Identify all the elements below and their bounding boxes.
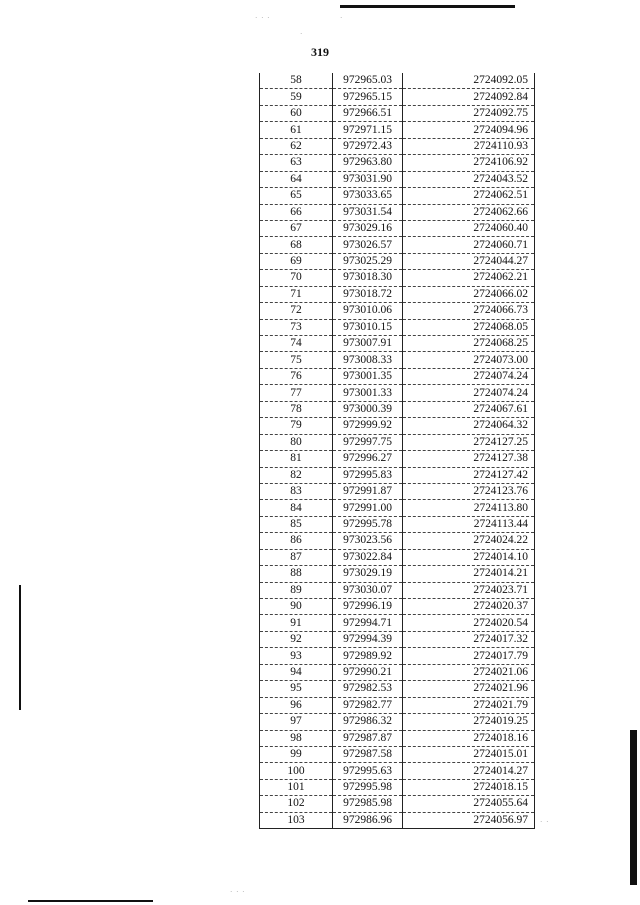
point-number-cell: 58 (260, 73, 333, 89)
table-row (260, 270, 535, 286)
y-coordinate-cell: 2724066.02 (403, 286, 535, 302)
y-coordinate-cell: 2724014.21 (403, 566, 535, 582)
point-number-cell: 83 (260, 483, 333, 499)
table-row (260, 73, 535, 89)
point-number-cell: 69 (260, 253, 333, 269)
table-row (260, 779, 535, 795)
table-row (260, 303, 535, 319)
y-coordinate-cell: 2724073.00 (403, 352, 535, 368)
y-coordinate-cell: 2724127.25 (403, 434, 535, 450)
table-row (260, 385, 535, 401)
y-coordinate-cell: 2724020.37 (403, 599, 535, 615)
point-number-cell: 71 (260, 286, 333, 302)
point-number-cell: 92 (260, 631, 333, 647)
x-coordinate-cell: 972965.03 (333, 73, 403, 89)
table-row (260, 434, 535, 450)
y-coordinate-cell: 2724113.44 (403, 516, 535, 532)
point-number-cell: 93 (260, 648, 333, 664)
scan-speck: · (340, 14, 344, 22)
x-coordinate-cell: 972990.21 (333, 664, 403, 680)
y-coordinate-cell: 2724062.21 (403, 270, 535, 286)
table-row (260, 664, 535, 680)
table-row (260, 516, 535, 532)
coordinate-table-body (260, 73, 535, 829)
point-number-cell: 96 (260, 697, 333, 713)
table-row (260, 631, 535, 647)
x-coordinate-cell: 973008.33 (333, 352, 403, 368)
y-coordinate-cell: 2724106.92 (403, 155, 535, 171)
x-coordinate-cell: 973029.19 (333, 566, 403, 582)
table-row (260, 681, 535, 697)
table-row (260, 599, 535, 615)
y-coordinate-cell: 2724021.79 (403, 697, 535, 713)
x-coordinate-cell: 972991.87 (333, 483, 403, 499)
x-coordinate-cell: 972971.15 (333, 122, 403, 138)
point-number-cell: 95 (260, 681, 333, 697)
point-number-cell: 61 (260, 122, 333, 138)
table-row (260, 582, 535, 598)
table-row (260, 401, 535, 417)
footer-rule (28, 900, 153, 902)
y-coordinate-cell: 2724062.51 (403, 188, 535, 204)
x-coordinate-cell: 972999.92 (333, 418, 403, 434)
y-coordinate-cell: 2724024.22 (403, 533, 535, 549)
y-coordinate-cell: 2724021.96 (403, 681, 535, 697)
point-number-cell: 62 (260, 138, 333, 154)
table-row (260, 467, 535, 483)
x-coordinate-cell: 972965.15 (333, 89, 403, 105)
point-number-cell: 81 (260, 451, 333, 467)
scan-edge-mark-right (630, 730, 637, 885)
table-row (260, 253, 535, 269)
point-number-cell: 98 (260, 730, 333, 746)
point-number-cell: 94 (260, 664, 333, 680)
y-coordinate-cell: 2724068.05 (403, 319, 535, 335)
table-row (260, 500, 535, 516)
y-coordinate-cell: 2724064.32 (403, 418, 535, 434)
table-row (260, 746, 535, 762)
point-number-cell: 99 (260, 746, 333, 762)
table-row (260, 812, 535, 828)
table-row (260, 204, 535, 220)
x-coordinate-cell: 972963.80 (333, 155, 403, 171)
point-number-cell: 102 (260, 796, 333, 812)
y-coordinate-cell: 2724068.25 (403, 336, 535, 352)
x-coordinate-cell: 972986.96 (333, 812, 403, 828)
x-coordinate-cell: 973000.39 (333, 401, 403, 417)
x-coordinate-cell: 973007.91 (333, 336, 403, 352)
x-coordinate-cell: 972972.43 (333, 138, 403, 154)
x-coordinate-cell: 973001.33 (333, 385, 403, 401)
y-coordinate-cell: 2724074.24 (403, 385, 535, 401)
table-row (260, 89, 535, 105)
x-coordinate-cell: 973010.15 (333, 319, 403, 335)
y-coordinate-cell: 2724023.71 (403, 582, 535, 598)
point-number-cell: 72 (260, 303, 333, 319)
y-coordinate-cell: 2724014.10 (403, 549, 535, 565)
y-coordinate-cell: 2724020.54 (403, 615, 535, 631)
y-coordinate-cell: 2724066.73 (403, 303, 535, 319)
y-coordinate-cell: 2724127.38 (403, 451, 535, 467)
point-number-cell: 75 (260, 352, 333, 368)
y-coordinate-cell: 2724060.71 (403, 237, 535, 253)
table-row (260, 368, 535, 384)
y-coordinate-cell: 2724113.80 (403, 500, 535, 516)
x-coordinate-cell: 973029.16 (333, 220, 403, 236)
point-number-cell: 70 (260, 270, 333, 286)
point-number-cell: 77 (260, 385, 333, 401)
x-coordinate-cell: 973030.07 (333, 582, 403, 598)
table-row (260, 763, 535, 779)
y-coordinate-cell: 2724043.52 (403, 171, 535, 187)
coordinate-table (259, 73, 535, 829)
table-row (260, 451, 535, 467)
x-coordinate-cell: 972995.98 (333, 779, 403, 795)
x-coordinate-cell: 972994.71 (333, 615, 403, 631)
x-coordinate-cell: 972996.19 (333, 599, 403, 615)
point-number-cell: 73 (260, 319, 333, 335)
x-coordinate-cell: 973031.90 (333, 171, 403, 187)
point-number-cell: 103 (260, 812, 333, 828)
table-row (260, 697, 535, 713)
table-row (260, 138, 535, 154)
scan-speck: · · · (230, 888, 246, 896)
point-number-cell: 67 (260, 220, 333, 236)
point-number-cell: 84 (260, 500, 333, 516)
point-number-cell: 87 (260, 549, 333, 565)
table-row (260, 188, 535, 204)
x-coordinate-cell: 973022.84 (333, 549, 403, 565)
point-number-cell: 88 (260, 566, 333, 582)
table-row (260, 796, 535, 812)
table-row (260, 566, 535, 582)
y-coordinate-cell: 2724044.27 (403, 253, 535, 269)
x-coordinate-cell: 973001.35 (333, 368, 403, 384)
point-number-cell: 78 (260, 401, 333, 417)
x-coordinate-cell: 972982.53 (333, 681, 403, 697)
x-coordinate-cell: 973025.29 (333, 253, 403, 269)
point-number-cell: 59 (260, 89, 333, 105)
x-coordinate-cell: 972996.27 (333, 451, 403, 467)
y-coordinate-cell: 2724055.64 (403, 796, 535, 812)
y-coordinate-cell: 2724127.42 (403, 467, 535, 483)
table-row (260, 286, 535, 302)
x-coordinate-cell: 972986.32 (333, 714, 403, 730)
point-number-cell: 85 (260, 516, 333, 532)
table-row (260, 730, 535, 746)
y-coordinate-cell: 2724021.06 (403, 664, 535, 680)
point-number-cell: 101 (260, 779, 333, 795)
x-coordinate-cell: 972997.75 (333, 434, 403, 450)
point-number-cell: 60 (260, 105, 333, 121)
point-number-cell: 63 (260, 155, 333, 171)
table-row (260, 533, 535, 549)
y-coordinate-cell: 2724014.27 (403, 763, 535, 779)
y-coordinate-cell: 2724092.05 (403, 73, 535, 89)
scan-edge-mark-left (19, 585, 21, 710)
page-number: 319 (311, 45, 329, 59)
y-coordinate-cell: 2724060.40 (403, 220, 535, 236)
point-number-cell: 97 (260, 714, 333, 730)
y-coordinate-cell: 2724092.84 (403, 89, 535, 105)
x-coordinate-cell: 972987.87 (333, 730, 403, 746)
x-coordinate-cell: 972987.58 (333, 746, 403, 762)
table-row (260, 220, 535, 236)
table-row (260, 171, 535, 187)
header-rule (340, 5, 515, 8)
x-coordinate-cell: 973031.54 (333, 204, 403, 220)
x-coordinate-cell: 972995.63 (333, 763, 403, 779)
x-coordinate-cell: 972982.77 (333, 697, 403, 713)
table-row (260, 483, 535, 499)
y-coordinate-cell: 2724094.96 (403, 122, 535, 138)
point-number-cell: 76 (260, 368, 333, 384)
table-row (260, 237, 535, 253)
y-coordinate-cell: 2724123.76 (403, 483, 535, 499)
y-coordinate-cell: 2724074.24 (403, 368, 535, 384)
table-row (260, 105, 535, 121)
point-number-cell: 89 (260, 582, 333, 598)
table-row (260, 549, 535, 565)
table-row (260, 352, 535, 368)
table-row (260, 336, 535, 352)
table-row (260, 615, 535, 631)
scan-speck: · · (540, 818, 550, 826)
y-coordinate-cell: 2724056.97 (403, 812, 535, 828)
point-number-cell: 80 (260, 434, 333, 450)
y-coordinate-cell: 2724018.15 (403, 779, 535, 795)
x-coordinate-cell: 973010.06 (333, 303, 403, 319)
y-coordinate-cell: 2724018.16 (403, 730, 535, 746)
point-number-cell: 68 (260, 237, 333, 253)
y-coordinate-cell: 2724062.66 (403, 204, 535, 220)
y-coordinate-cell: 2724017.32 (403, 631, 535, 647)
x-coordinate-cell: 973033.65 (333, 188, 403, 204)
point-number-cell: 86 (260, 533, 333, 549)
table-row (260, 714, 535, 730)
x-coordinate-cell: 972995.78 (333, 516, 403, 532)
x-coordinate-cell: 972994.39 (333, 631, 403, 647)
table-row (260, 418, 535, 434)
point-number-cell: 100 (260, 763, 333, 779)
point-number-cell: 91 (260, 615, 333, 631)
point-number-cell: 64 (260, 171, 333, 187)
x-coordinate-cell: 973018.30 (333, 270, 403, 286)
x-coordinate-cell: 972966.51 (333, 105, 403, 121)
table-row (260, 319, 535, 335)
point-number-cell: 74 (260, 336, 333, 352)
x-coordinate-cell: 973018.72 (333, 286, 403, 302)
x-coordinate-cell: 973023.56 (333, 533, 403, 549)
point-number-cell: 65 (260, 188, 333, 204)
table-row (260, 648, 535, 664)
point-number-cell: 90 (260, 599, 333, 615)
y-coordinate-cell: 2724017.79 (403, 648, 535, 664)
x-coordinate-cell: 972985.98 (333, 796, 403, 812)
point-number-cell: 79 (260, 418, 333, 434)
scan-speck: · · · (255, 14, 271, 22)
x-coordinate-cell: 973026.57 (333, 237, 403, 253)
point-number-cell: 66 (260, 204, 333, 220)
table-row (260, 122, 535, 138)
x-coordinate-cell: 972995.83 (333, 467, 403, 483)
scan-speck: · (300, 30, 304, 38)
y-coordinate-cell: 2724067.61 (403, 401, 535, 417)
y-coordinate-cell: 2724092.75 (403, 105, 535, 121)
y-coordinate-cell: 2724110.93 (403, 138, 535, 154)
x-coordinate-cell: 972989.92 (333, 648, 403, 664)
point-number-cell: 82 (260, 467, 333, 483)
x-coordinate-cell: 972991.00 (333, 500, 403, 516)
table-row (260, 155, 535, 171)
y-coordinate-cell: 2724015.01 (403, 746, 535, 762)
y-coordinate-cell: 2724019.25 (403, 714, 535, 730)
